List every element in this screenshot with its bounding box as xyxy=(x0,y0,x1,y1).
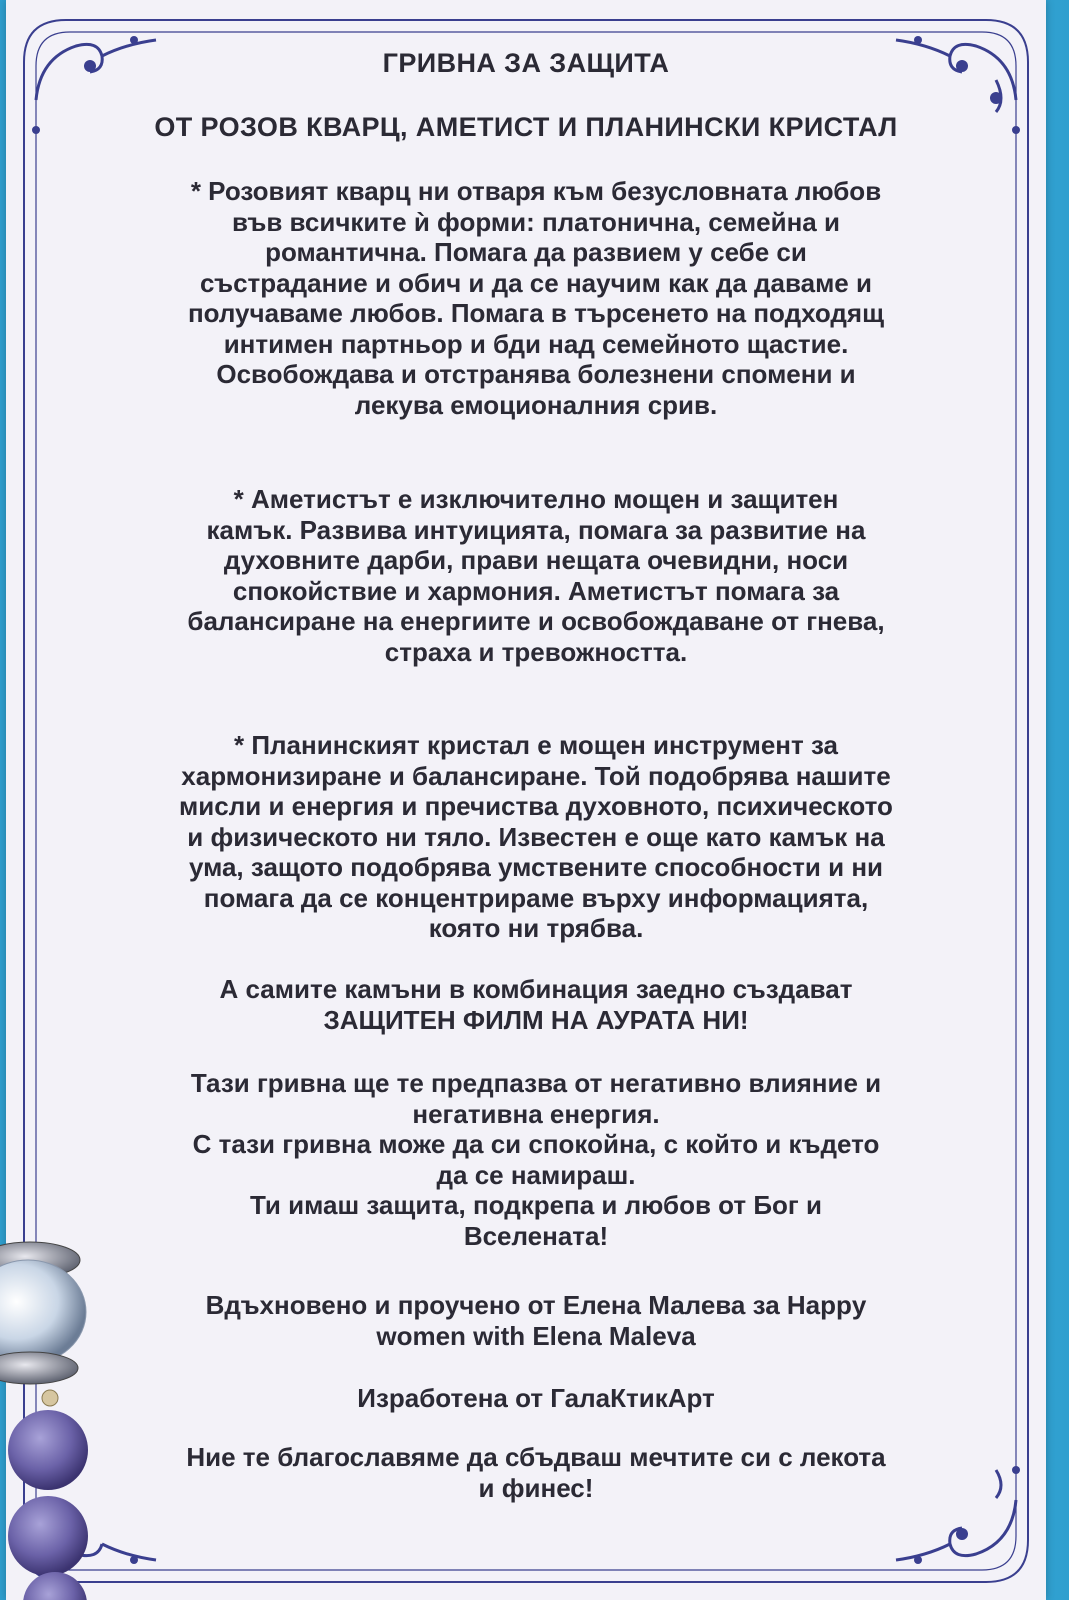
paragraph-protection: Тази гривна ще те предпазва от негативно влияние и негативна енергия. С тази гривна може да си спокойна, с който и където да се намираш. Ти имаш защита, подкрепа и любов от Бог и Вселената! xyxy=(190,1068,882,1251)
document-subtitle: ОТ РОЗОВ КВАРЦ, АМЕТИСТ И ПЛАНИНСКИ КРИСТАЛ xyxy=(154,112,898,142)
made-by-line: Изработена от ГалаКтикАрт xyxy=(357,1383,715,1413)
bracelet-beads-image xyxy=(0,1240,110,1600)
paragraph-combination: А самите камъни в комбинация заедно създават ЗАЩИТЕН ФИЛМ НА АУРАТА НИ! xyxy=(219,974,853,1035)
info-card xyxy=(6,0,1046,1600)
paragraph-amethyst: * Аметистът е изключително мощен и защитен камък. Развива интуицията, помага за развитие на духовните дарби, прави нещата очевидни, носи спокойствие и хармония. Аметистът помага за балансиране на енергиите и освобождаване от гнева, страха и тревожността. xyxy=(187,484,885,667)
paragraph-blessing: Ние те благославяме да сбъдваш мечтите си с лекота и финес! xyxy=(186,1442,886,1503)
paragraph-rose-quartz: * Розовият кварц ни отваря към безусловната любов във всичките ѝ форми: платонична, семейна и романтична. Помага да развием у себе си състрадание и обич и да се научим как да даваме и получаваме любов. Помага в търсенето на подходящ интимен партньор и бди над семейното щастие. Освобождава и отстранява болезнени спомени и лекува емоционалния срив. xyxy=(187,176,885,420)
paragraph-rock-crystal: * Планинският кристал е мощен инструмент за хармонизиране и балансиране. Той подобрява нашите мисли и енергия и пречиства духовното, психическото и физическото ни тяло. Известен е още като камък на ума, защото подобрява умствените способности и ни помага да се концентрираме върху информацията, която ни трябва. xyxy=(179,730,893,943)
document-title: ГРИВНА ЗА ЗАЩИТА xyxy=(382,48,670,78)
paragraph-inspired: Вдъхновено и проучено от Елена Малева за Happy women with Elena Maleva xyxy=(205,1290,867,1351)
